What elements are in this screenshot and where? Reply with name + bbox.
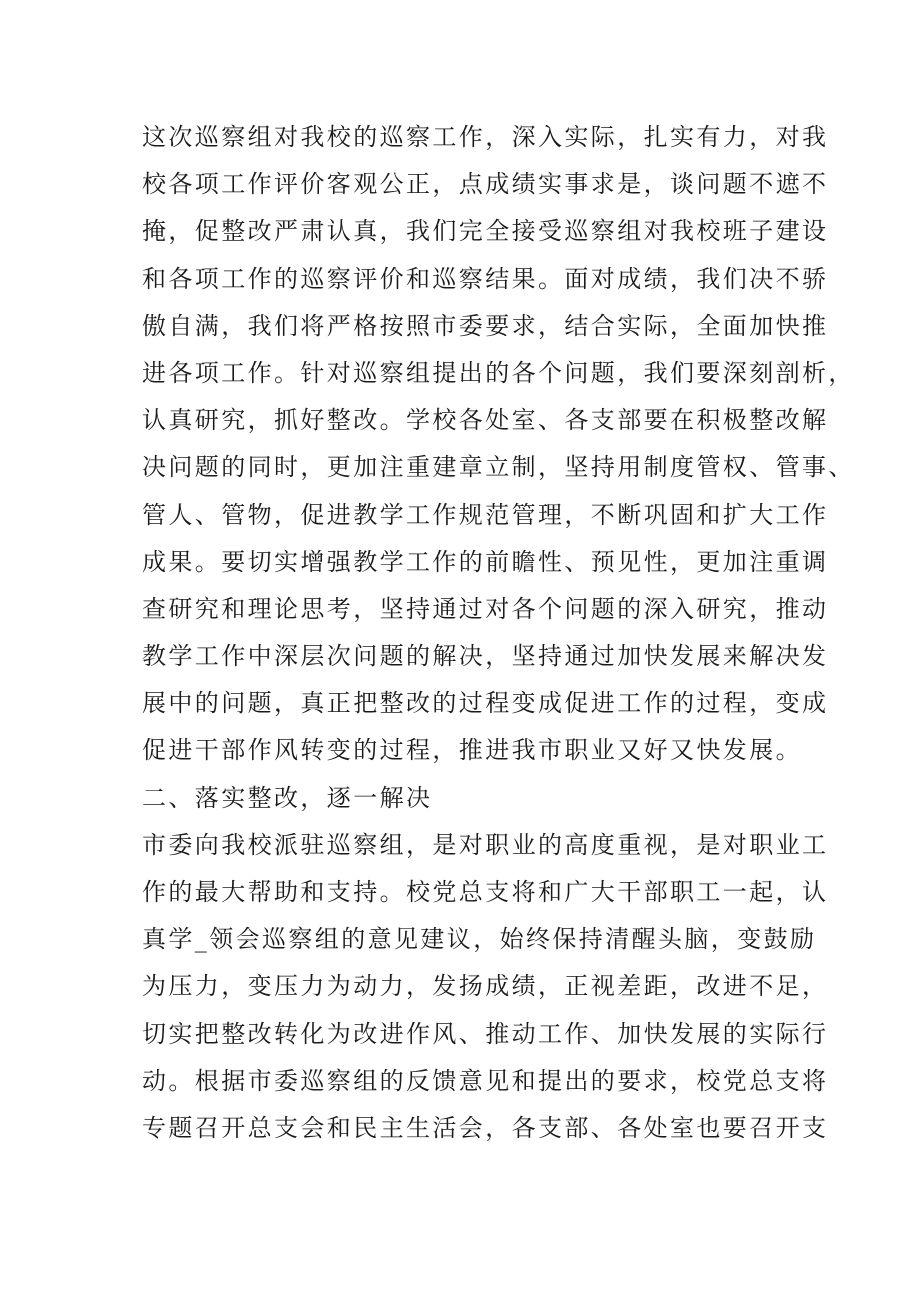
text-line: 管人、管物，促进教学工作规范管理，不断巩固和扩大工作 [142,500,829,529]
text-line: 查研究和理论思考，坚持通过对各个问题的深入研究，推动 [142,594,829,623]
text-line: 认真研究，抓好整改。学校各处室、各支部要在积极整改解 [142,406,829,435]
text-line: 掩，促整改严肃认真，我们完全接受巡察组对我校班子建设 [142,217,829,246]
text-line: 为压力，变压力为动力，发扬成绩，正视差距，改进不足， [142,972,829,1001]
text-line: 傲自满，我们将严格按照市委要求，结合实际，全面加快推 [142,311,829,340]
text-line: 促进干部作风转变的过程，推进我市职业又好又快发展。 [142,736,802,765]
text-line: 进各项工作。针对巡察组提出的各个问题，我们要深刻剖析， [142,358,855,387]
text-line: 这次巡察组对我校的巡察工作，深入实际，扎实有力，对我 [142,123,829,151]
text-line: 专题召开总支会和民主生活会，各支部、各处室也要召开支 [142,1113,829,1142]
text-line: 校各项工作评价客观公正，点成绩实事求是，谈问题不遮不 [142,170,829,199]
body-text [142,114,855,1152]
text-line: 成果。要切实增强教学工作的前瞻性、预见性，更加注重调 [142,547,829,576]
text-line: 和各项工作的巡察评价和巡察结果。面对成绩，我们决不骄 [142,264,829,293]
section-heading: 二、落实整改，逐一解决 [142,783,433,812]
text-line: 动。根据市委巡察组的反馈意见和提出的要求，校党总支将 [142,1066,829,1095]
text-line: 教学工作中深层次问题的解决，坚持通过加快发展来解决发 [142,642,829,671]
text-line: 市委向我校派驻巡察组，是对职业的高度重视，是对职业工 [142,830,829,859]
text-line: 真学_领会巡察组的意见建议，始终保持清醒头脑，变鼓励 [142,925,817,954]
text-line: 展中的问题，真正把整改的过程变成促进工作的过程，变成 [142,689,829,718]
text-line: 决问题的同时，更加注重建章立制，坚持用制度管权、管事、 [142,453,855,482]
text-line: 作的最大帮助和支持。校党总支将和广大干部职工一起，认 [142,878,829,906]
text-line: 切实把整改转化为改进作风、推动工作、加快发展的实际行 [142,1019,829,1048]
